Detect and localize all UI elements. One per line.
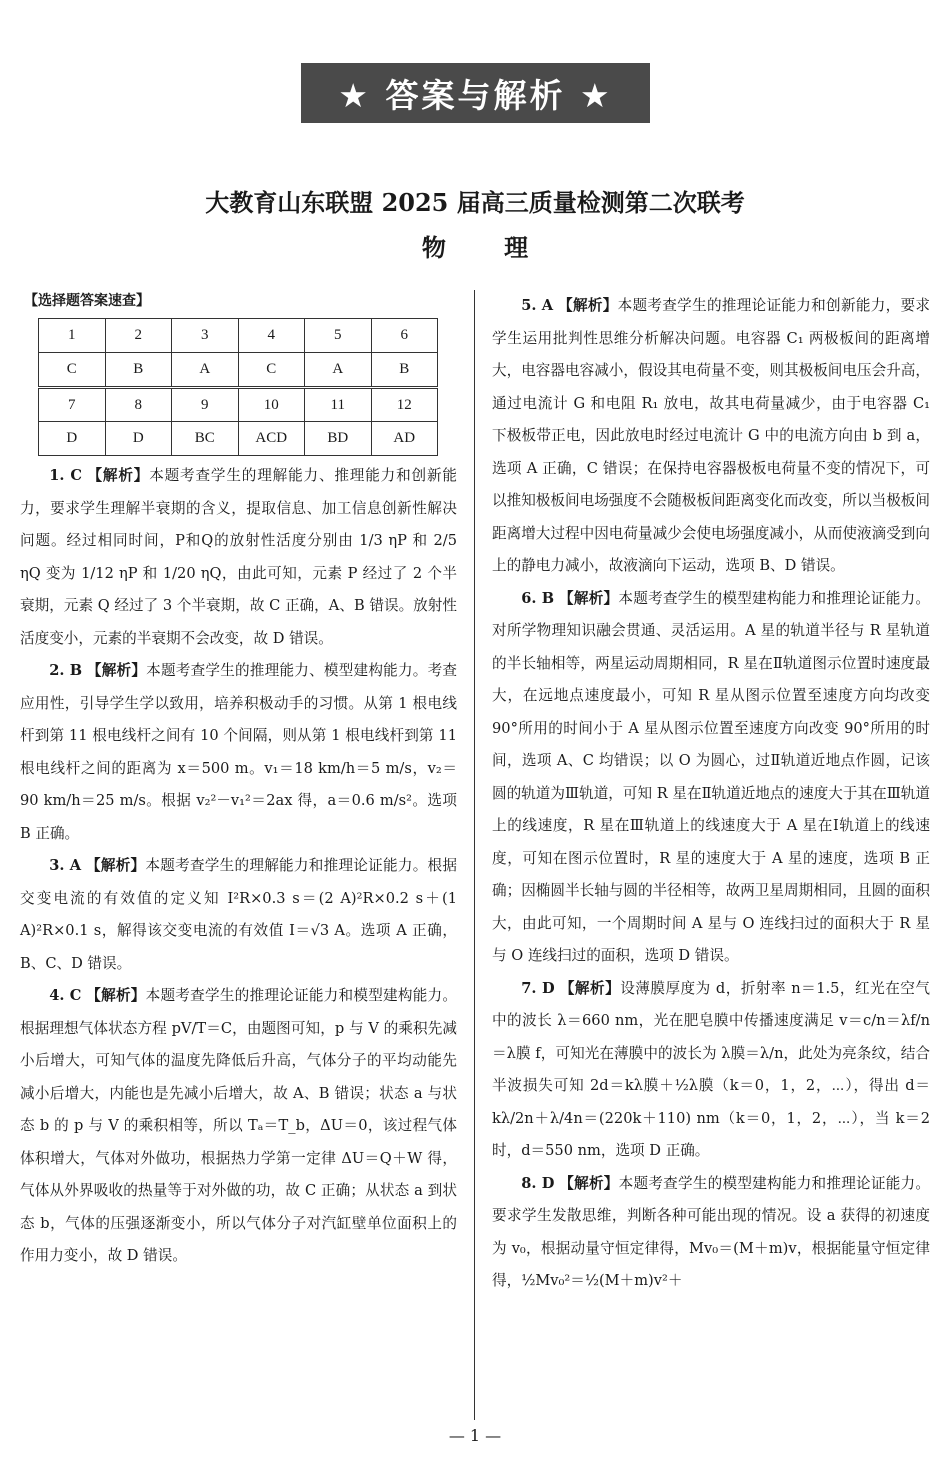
page-number: — 1 — [448,1426,502,1445]
answer-banner: ★ 答案与解析 ★ [301,63,650,123]
answer-2: 2. B 【解析】本题考查学生的推理能力、模型建构能力。考查应用性，引导学生学以致用，培养积极动手的习惯。从第 1 根电线杆到第 11 根电线杆之间有 10 个间隔，则从第 1 根电线杆到第 11 根电线杆之间的距离为 x＝500 m。v₁＝18 km/h＝5 m/s，v₂＝90 km/h＝25 m/s。根据 v₂²－v₁²＝2ax 得，a＝0.6 m/s²。选项 B 正确。 [20,662,457,842]
table-row: D D BC ACD BD AD [39,422,438,456]
answer-3: 3. A 【解析】本题考查学生的理解能力和推理论证能力。根据交变电流的有效值的定义知 I²R×0.3 s＝(2 A)²R×0.2 s＋(1 A)²R×0.1 s，解得该交变电流的有效值 I＝√3 A。选项 A 正确，B、C、D 错误。 [20,857,457,972]
subject-title: 物 理 [421,233,529,262]
table-row: C B A C A B [39,353,438,388]
answer-1: 1. C 【解析】本题考查学生的理解能力、推理能力和创新能力，要求学生理解半衰期的含义，提取信息、加工信息创新性解决问题。经过相同时间，P和Q的放射性活度分别由 1/3 ηP 和 2/5 ηQ 变为 1/12 ηP 和 1/20 ηQ，由此可知，元素 P 经过了 2 个半衰期，元素 Q 经过了 3 个半衰期，故 C 正确，A、B 错误。放射性活度变小，元素的半衰期不会改变，故 D 错误。 [20,467,457,647]
quick-check-heading: 【选择题答案速查】 [24,293,150,309]
table-row: 1 2 3 4 5 6 [39,319,438,353]
answer-7: 7. D 【解析】设薄膜厚度为 d，折射率 n＝1.5，红光在空气中的波长 λ＝660 nm，光在肥皂膜中传播速度满足 v＝c/n＝λf/n＝λ膜 f，可知光在薄膜中的波长为 λ膜＝λ/n，此处为亮条纹，结合半波损失可知 2d＝kλ膜＋½λ膜（k＝0，1，2，⋯），得出 d＝kλ/2n＋λ/4n＝(220k＋110) nm（k＝0，1，2，⋯），当 k＝2 时，d＝550 nm，选项 D 正确。 [492,979,930,1159]
right-column [492,290,930,1298]
answer-4: 4. C 【解析】本题考查学生的推理论证能力和模型建构能力。根据理想气体状态方程 pV/T＝C，由题图可知，p 与 V 的乘积先减小后增大，可知气体的温度先降低后升高，气体分子的平均动能先减小后增大，内能也是先减小后增大，故 A、B 错误；状态 a 与状态 b 的 p 与 V 的乘积相等，所以 Tₐ＝T_b，ΔU＝0，该过程气体体积增大，气体对外做功，根据热力学第一定律 ΔU＝Q＋W 得，气体从外界吸收的热量等于对外做的功，故 C 正确；从状态 a 到状态 b，气体的压强逐渐变小，所以气体分子对汽缸壁单位面积上的作用力变小，故 D 错误。 [20,987,457,1264]
answer-5: 5. A 【解析】本题考查学生的推理论证能力和创新能力，要求学生运用批判性思维分析解决问题。电容器 C₁ 两极板间的距离增大，电容器电容减小，假设其电荷量不变，则其极板间电压会升高，通过电流计 G 和电阻 R₁ 放电，故其电荷量减少，由于电容器 C₁ 下极板带正电，因此放电时经过电流计 G 中的电流方向由 b 到 a，选项 A 正确，C 错误；在保持电容器极板电荷量不变的情况下，可以推知极板间电场强度不会随极板间距离变化而改变，所以当极板间距离增大过程中因电荷量减少会使电场强度减小，从而使液滴受到向上的静电力减小，故液滴向下运动，选项 B、D 错误。 [492,297,931,574]
table-row: 7 8 9 10 11 12 [39,387,438,422]
answer-table [38,318,438,456]
left-column [20,290,457,1273]
column-divider [474,290,475,1420]
answer-8: 8. D 【解析】本题考查学生的模型建构能力和推理论证能力。要求学生发散思维，判断各种可能出现的情况。设 a 获得的初速度为 v₀，根据动量守恒定律得，Mv₀＝(M＋m)v，根据能量守恒定律得，½Mv₀²＝½(M＋m)v²＋ [492,1174,930,1289]
exam-title: 大教育山东联盟 2025 届高三质量检测第二次联考 [205,188,745,217]
answer-6: 6. B 【解析】本题考查学生的模型建构能力和推理论证能力。对所学物理知识融会贯通、灵活运用。A 星的轨道半径与 R 星轨道的半长轴相等，两星运动周期相同，R 星在Ⅱ轨道图示位置时速度最大，在远地点速度最小，可知 R 星从图示位置至速度方向均改变 90°所用的时间小于 A 星从图示位置至速度方向改变 90°所用的时间，选项 A、C 均错误；以 O 为圆心，过Ⅱ轨道近地点作圆，记该圆的轨道为Ⅲ轨道，可知 R 星在Ⅱ轨道近地点的速度大于其在Ⅲ轨道上的线速度，R 星在Ⅲ轨道上的线速度大于 A 星在Ⅰ轨道上的线速度，可知在图示位置时，R 星的速度大于 A 星的速度，选项 B 正确；因椭圆半长轴与圆的半径相等，故两卫星周期相同，且圆的面积大，由此可知，一个周期时间 A 星与 O 连线扫过的面积大于 R 星与 O 连线扫过的面积，选项 D 错误。 [492,589,930,964]
